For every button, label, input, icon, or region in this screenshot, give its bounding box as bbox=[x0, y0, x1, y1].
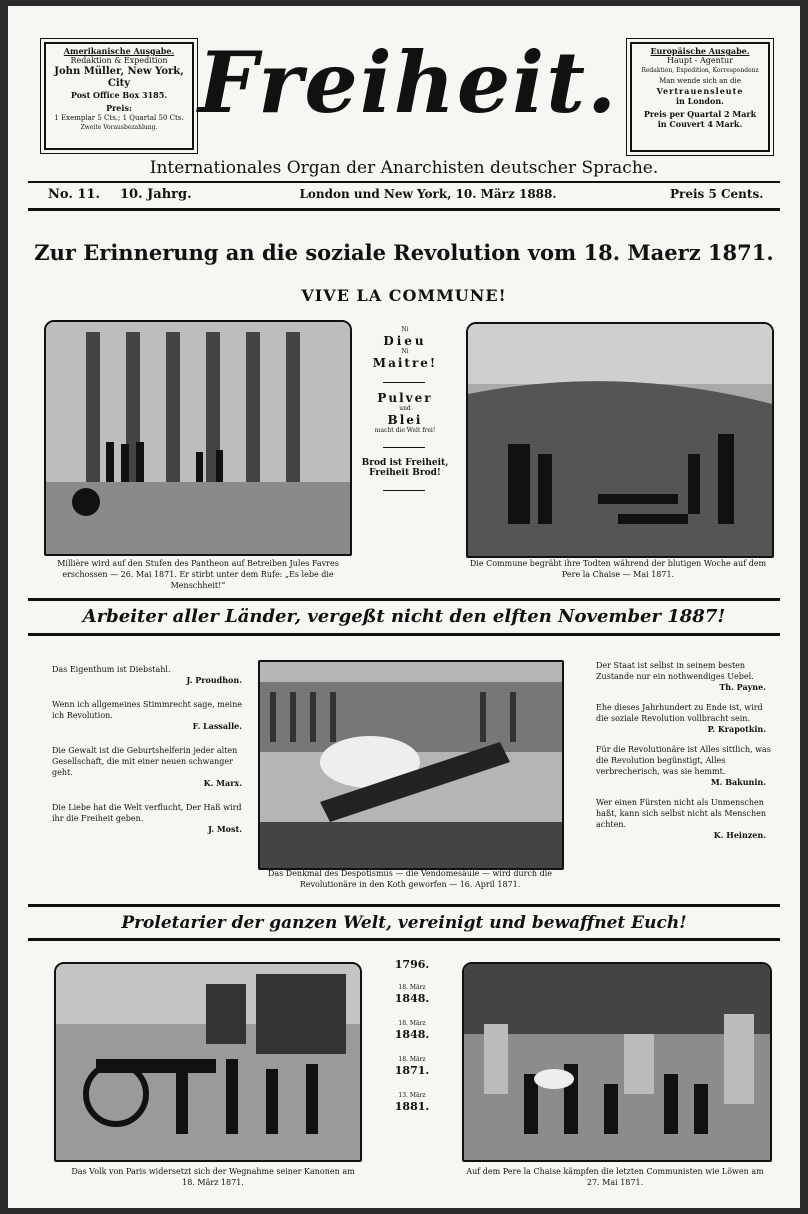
engraving-millière-execution bbox=[44, 320, 352, 556]
quote-left-2 bbox=[52, 699, 252, 731]
european-edition-title: Europäische Ausgabe. bbox=[650, 46, 750, 56]
caption-paris-cannons: Das Volk von Paris widersetzt sich der Wegnahme seiner Kanonen am 18. März 1871. bbox=[71, 1167, 355, 1187]
european-edition-line6: Preis per Quartal 2 Mark bbox=[643, 109, 757, 119]
quote-left-3-author: K. Marx. bbox=[203, 778, 242, 788]
american-edition-publisher: John Müller, New York, City bbox=[54, 66, 184, 89]
section1-subhead: VIVE LA COMMUNE! bbox=[301, 286, 507, 305]
section3-bottom-rule bbox=[28, 938, 780, 941]
caption-vendome: Das Denkmal des Despotismus — die Vendomesäule — wird durch die Revolutionäre in den Koth geworfen — 16. April 1871. bbox=[267, 869, 553, 889]
motto-pulver: Pulver bbox=[377, 391, 433, 405]
quote-left-3-text: Die Gewalt ist die Geburtshelferin jeder alten Gesellschaft, die mit einer neuen schwanger geht. bbox=[52, 746, 238, 777]
date-pre-2: 18. März bbox=[398, 984, 426, 991]
date-year-4: 1871. bbox=[394, 1064, 430, 1077]
date-year-5: 1881. bbox=[394, 1100, 430, 1113]
dateline-bottom-rule bbox=[28, 208, 780, 211]
european-edition-box bbox=[630, 42, 770, 152]
engraving-commune-burial bbox=[466, 322, 774, 558]
quote-left-1 bbox=[52, 664, 252, 685]
quote-left-4-text: Die Liebe hat die Welt verflucht, Der Haß wird ihr die Freiheit geben. bbox=[52, 803, 242, 823]
european-edition-line2: Redaktion, Expedition, Korrespondenz bbox=[641, 67, 759, 74]
issue-price: Preis 5 Cents. bbox=[670, 187, 764, 201]
quote-left-3 bbox=[52, 745, 252, 788]
engraving-vendome-column bbox=[258, 660, 564, 870]
motto-column bbox=[350, 326, 460, 493]
caption-pere-lachaise: Auf dem Pere la Chaise kämpfen die letzten Communisten wie Löwen am 27. Mai 1871. bbox=[466, 1167, 764, 1187]
quote-left-1-author: J. Proudhon. bbox=[186, 675, 242, 685]
quote-right-4-author: K. Heinzen. bbox=[713, 830, 766, 840]
section3-top-rule bbox=[28, 904, 780, 907]
quotes-left-column bbox=[52, 664, 252, 834]
section2-top-rule bbox=[28, 598, 780, 601]
quote-right-2-text: Ehe dieses Jahrhundert zu Ende ist, wird die soziale Revolution vollbracht sein. bbox=[596, 703, 763, 723]
quote-left-2-author: F. Lassalle. bbox=[192, 721, 242, 731]
date-year-2: 1848. bbox=[394, 992, 430, 1005]
motto-dieu: Dieu bbox=[383, 334, 427, 348]
date-pre-4: 18. März bbox=[398, 1056, 426, 1063]
motto-brod: Brod ist Freiheit, bbox=[361, 458, 449, 468]
motto-und: und bbox=[399, 405, 411, 412]
european-edition-line3: Man wende sich an die bbox=[659, 77, 741, 85]
caption-commune-burial: Die Commune begräbt ihre Todten während der blutigen Woche auf dem Pere la Chaise — Mai 1871. bbox=[469, 559, 767, 579]
section3-headline: Proletarier der ganzen Welt, vereinigt und bewaffnet Euch! bbox=[121, 913, 687, 933]
quote-left-4 bbox=[52, 802, 252, 834]
motto-freiheit: Freiheit Brod! bbox=[369, 468, 441, 478]
motto-divider-2 bbox=[383, 447, 425, 448]
issue-place-date: London und New York, 10. März 1888. bbox=[299, 187, 557, 201]
american-edition-note: Zweite Vorausbezahlung. bbox=[80, 124, 158, 131]
date-year-1: 1796. bbox=[394, 958, 430, 971]
motto-ni-1: Ni bbox=[401, 326, 409, 333]
european-edition-line5: in London. bbox=[676, 96, 724, 106]
motto-ni-2: Ni bbox=[401, 348, 409, 355]
american-edition-box bbox=[44, 42, 194, 150]
engraving-pere-lachaise-fight bbox=[462, 962, 772, 1162]
european-edition-line7: in Couvert 4 Mark. bbox=[657, 119, 743, 129]
quote-right-2-author: P. Krapotkin. bbox=[707, 724, 766, 734]
quote-right-1-text: Der Staat ist selbst in seinem besten Zustande nur ein nothwendiges Uebel. bbox=[596, 661, 754, 681]
date-year-3: 1848. bbox=[394, 1028, 430, 1041]
quote-right-2 bbox=[596, 702, 776, 734]
quote-right-3-author: M. Bakunin. bbox=[710, 777, 766, 787]
quote-right-4-text: Wer einen Fürsten nicht als Unmenschen haßt, kann sich selbst nicht als Menschen achten. bbox=[596, 798, 767, 829]
section2-headline: Arbeiter aller Länder, vergeßt nicht den elften November 1887! bbox=[82, 606, 726, 627]
motto-macht: macht die Welt frei! bbox=[374, 427, 436, 434]
motto-divider-1 bbox=[383, 382, 425, 383]
quote-right-3-text: Für die Revolutionäre ist Alles sittlich, was die Revolution begünstigt, Alles verbrecherisch, was sie hemmt. bbox=[596, 745, 771, 776]
quotes-right-column bbox=[596, 660, 776, 840]
section2-bottom-rule bbox=[28, 633, 780, 636]
issue-year: 10. Jahrg. bbox=[120, 187, 192, 202]
american-edition-prices: 1 Exemplar 5 Cts.; 1 Quartal 50 Cts. bbox=[54, 114, 184, 122]
engraving-paris-cannons bbox=[54, 962, 362, 1162]
american-edition-price-title: Preis: bbox=[106, 103, 132, 113]
quote-left-1-text: Das Eigenthum ist Diebstahl. bbox=[52, 665, 171, 674]
motto-maitre: Maitre! bbox=[372, 356, 438, 370]
dateline-top-rule bbox=[28, 181, 780, 183]
masthead-subtitle: Internationales Organ der Anarchisten deutscher Sprache. bbox=[149, 158, 659, 178]
american-edition-title: Amerikanische Ausgabe. bbox=[63, 46, 175, 56]
motto-divider-3 bbox=[383, 490, 425, 491]
dates-column bbox=[364, 958, 460, 1114]
motto-blei: Blei bbox=[387, 413, 423, 427]
quote-left-2-text: Wenn ich allgemeines Stimmrecht sage, meine ich Revolution. bbox=[52, 700, 242, 720]
european-edition-line1: Haupt - Agentur bbox=[667, 56, 733, 65]
european-edition-line4: Vertrauensleute bbox=[656, 86, 744, 96]
quote-right-1-author: Th. Payne. bbox=[719, 682, 766, 692]
american-edition-line3: Post Office Box 3185. bbox=[70, 90, 168, 100]
date-pre-3: 18. März bbox=[398, 1020, 426, 1027]
caption-millière: Millière wird auf den Stufen des Pantheon auf Betreiben Jules Favres erschossen — 26. Mai 1871. Er stirbt unter dem Rufe: „Es lebe die Menschheit!“ bbox=[57, 559, 339, 590]
american-edition-line1: Redaktion & Expedition bbox=[70, 56, 168, 65]
newspaper-page bbox=[8, 6, 800, 1208]
quote-right-1 bbox=[596, 660, 776, 692]
section1-headline: Zur Erinnerung an die soziale Revolution vom 18. Maerz 1871. bbox=[34, 240, 774, 265]
quote-left-4-author: J. Most. bbox=[208, 824, 242, 834]
date-pre-5: 13. März bbox=[398, 1092, 426, 1099]
masthead-title: Freiheit. bbox=[198, 33, 619, 132]
quote-right-4 bbox=[596, 797, 776, 840]
issue-number: No. 11. bbox=[48, 187, 100, 202]
quote-right-3 bbox=[596, 744, 776, 787]
